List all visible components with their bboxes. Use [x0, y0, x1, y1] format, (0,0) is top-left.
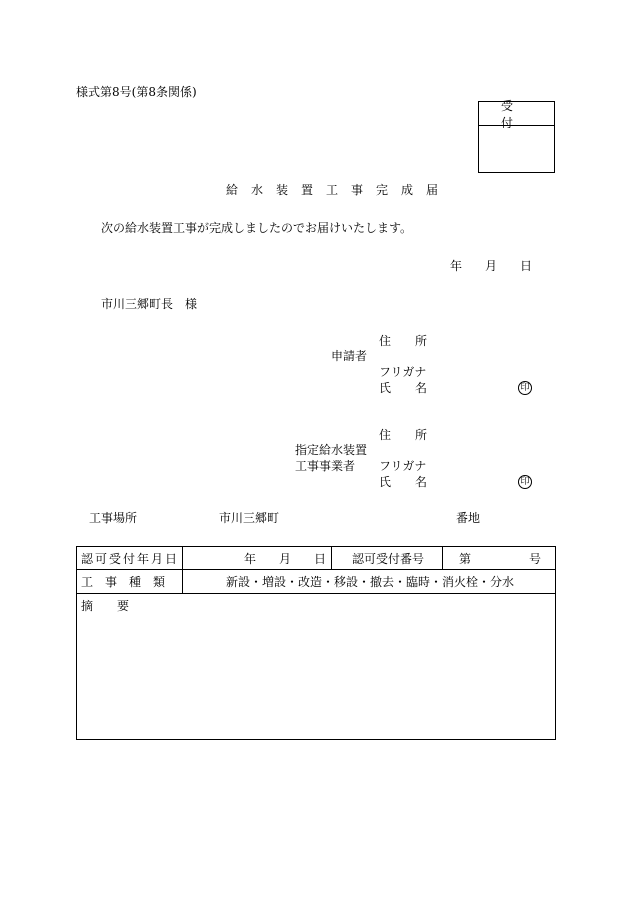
form-number: 様式第8号(第8条関係) — [76, 85, 197, 99]
date-month: 月 — [485, 259, 498, 273]
applicant-group-label: 申請者 — [331, 349, 368, 363]
site-suffix: 番地 — [456, 511, 481, 525]
contractor-furigana-label: フリガナ — [379, 459, 427, 473]
approval-number-suffix: 号 — [529, 551, 542, 566]
approval-number-prefix: 第 — [459, 551, 472, 566]
receipt-label: 受付 — [479, 102, 554, 126]
date-day: 日 — [520, 259, 533, 273]
applicant-address-label: 住 所 — [379, 334, 428, 348]
work-type-row — [77, 570, 555, 594]
intro-text: 次の給水装置工事が完成しましたのでお届けいたします。 — [101, 221, 413, 235]
approval-date-month: 月 — [279, 551, 292, 566]
applicant-seal-mark: 印 — [518, 381, 532, 395]
summary-label: 摘 要 — [81, 599, 130, 613]
approval-date-label: 認可受付年月日 — [81, 551, 180, 566]
work-type-label: 工 事 種 類 — [81, 575, 166, 589]
approval-table — [76, 546, 556, 740]
applicant-name-label: 氏 名 — [379, 381, 428, 395]
approval-row — [77, 547, 555, 570]
contractor-seal-mark: 印 — [518, 475, 532, 489]
contractor-address-label: 住 所 — [379, 428, 428, 442]
approval-date-year: 年 — [244, 551, 257, 566]
contractor-name-label: 氏 名 — [379, 475, 428, 489]
approval-number-label: 認可受付番号 — [352, 551, 425, 566]
site-label: 工事場所 — [89, 511, 138, 525]
contractor-group-label-2: 工事事業者 — [295, 459, 356, 473]
contractor-group-label-1: 指定給水装置 — [295, 443, 368, 457]
approval-date-day: 日 — [314, 551, 327, 566]
addressee: 市川三郷町長 様 — [101, 297, 198, 311]
receipt-stamp-box — [478, 98, 555, 173]
site-town: 市川三郷町 — [219, 511, 280, 525]
date-year: 年 — [450, 259, 463, 273]
applicant-furigana-label: フリガナ — [379, 365, 427, 379]
work-type-options: 新設・増設・改造・移設・撤去・臨時・消火栓・分水 — [226, 575, 515, 589]
document-title: 給水装置工事完成届 — [226, 183, 452, 197]
